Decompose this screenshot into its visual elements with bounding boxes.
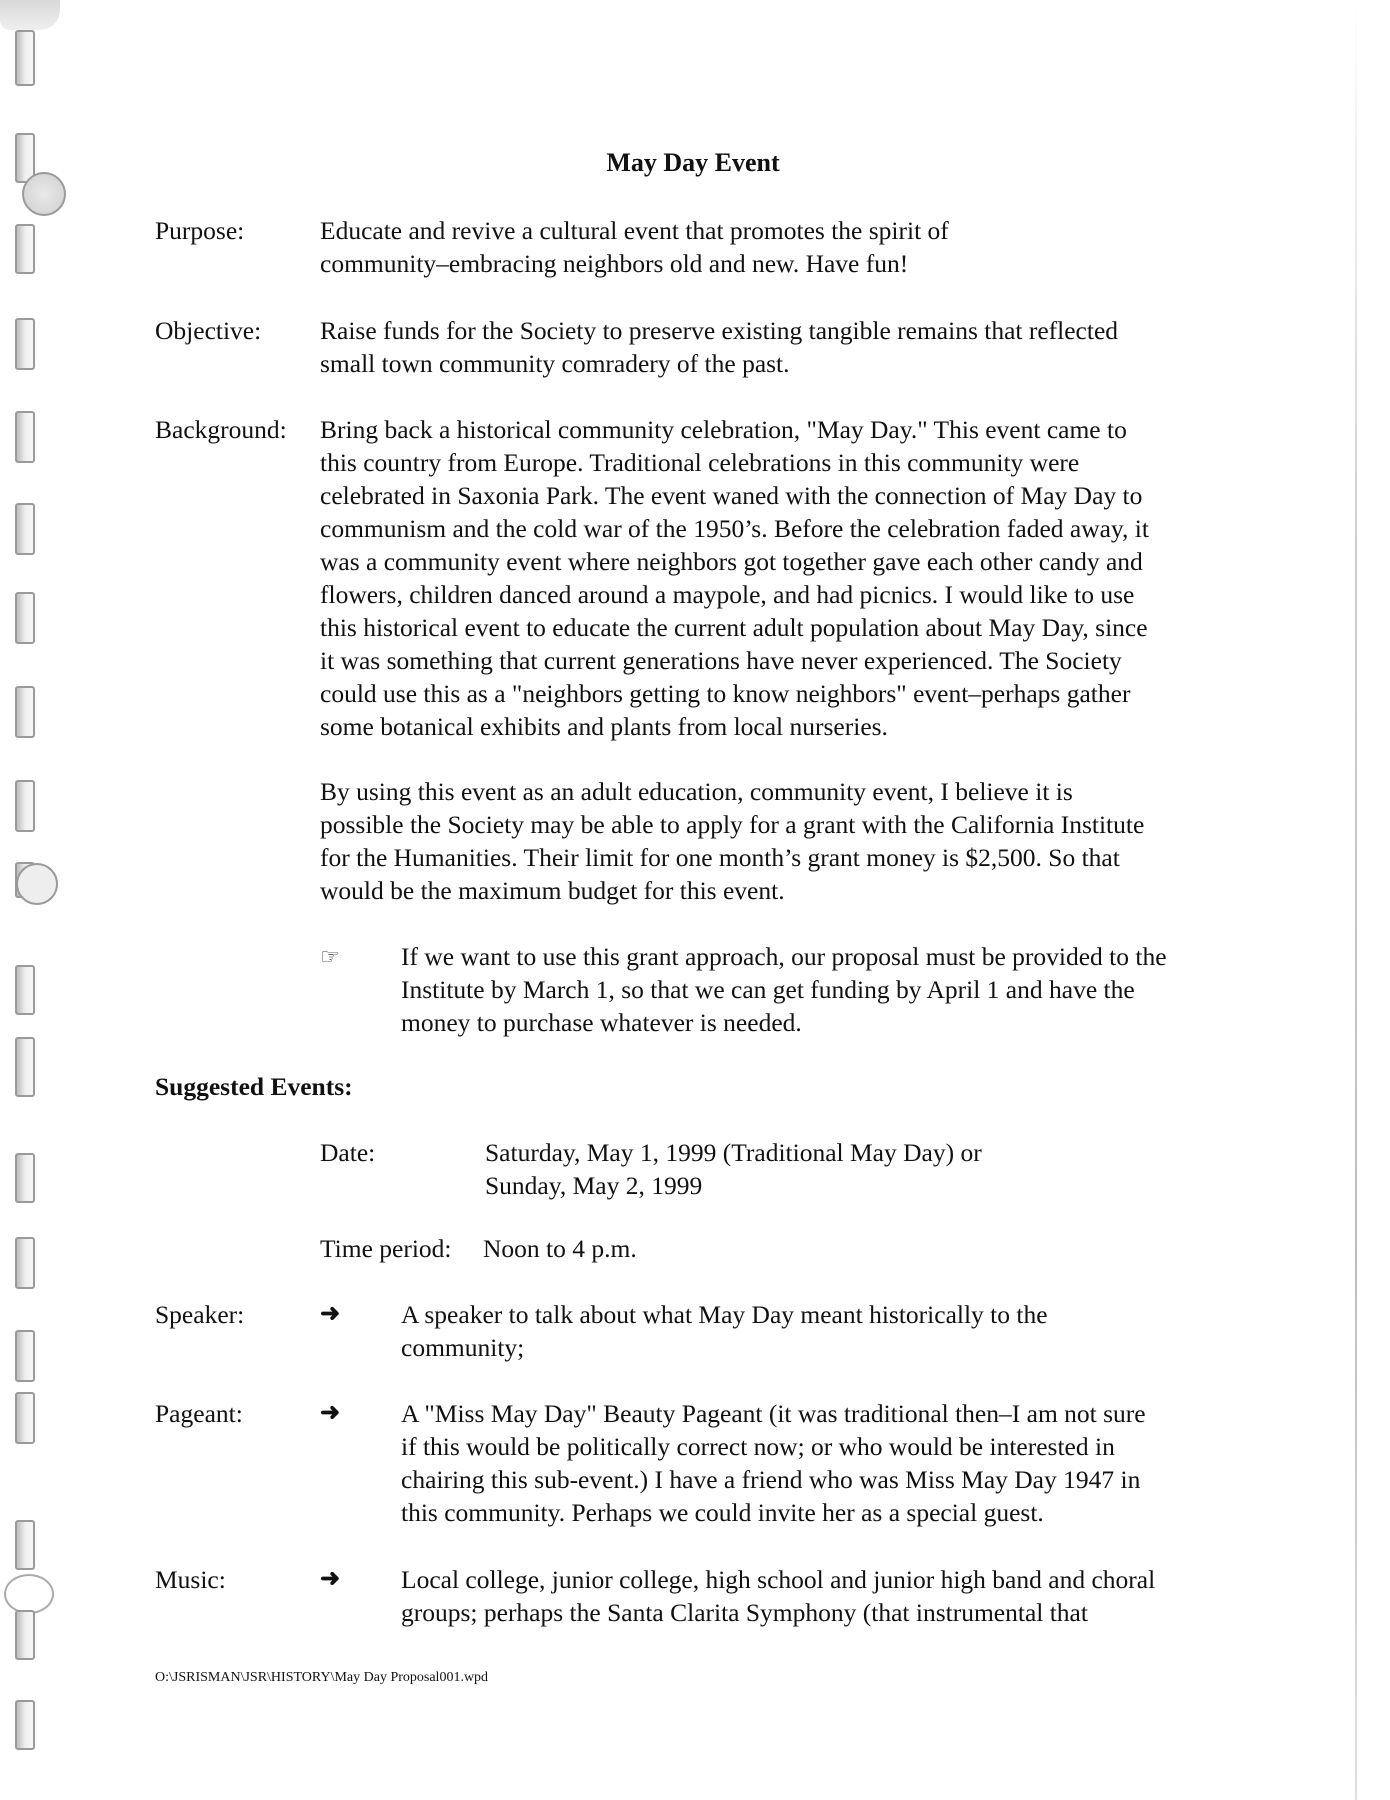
text-line: money to purchase whatever is needed. bbox=[401, 1008, 802, 1037]
objective-text bbox=[320, 314, 1240, 380]
text-line: this historical event to educate the current adult population about May Day, since bbox=[320, 613, 1148, 642]
background-paragraph-2 bbox=[320, 775, 1240, 907]
text-line: Educate and revive a cultural event that promotes the spirit of bbox=[320, 216, 949, 245]
binder-hole-decoration bbox=[15, 1520, 35, 1570]
binder-hole-decoration bbox=[15, 686, 35, 738]
arrow-right-icon: ➜ bbox=[320, 1400, 341, 1426]
binder-hole-decoration bbox=[15, 1037, 35, 1097]
text-line: some botanical exhibits and plants from local nurseries. bbox=[320, 712, 888, 741]
objective-label: Objective: bbox=[155, 316, 262, 345]
binder-hole-decoration bbox=[15, 1610, 35, 1660]
purpose-label: Purpose: bbox=[155, 216, 245, 245]
pageant-text bbox=[401, 1397, 1231, 1529]
background-paragraph-1 bbox=[320, 413, 1240, 743]
binder-hole-decoration bbox=[15, 503, 35, 555]
text-line: groups; perhaps the Santa Clarita Symphony (that instrumental that bbox=[401, 1598, 1088, 1627]
music-label: Music: bbox=[155, 1565, 226, 1594]
date-value bbox=[485, 1136, 1185, 1202]
binder-hole-decoration bbox=[15, 592, 35, 644]
document-title bbox=[0, 148, 1390, 178]
binder-hole-decoration bbox=[15, 1330, 35, 1382]
date-label: Date: bbox=[320, 1138, 376, 1167]
binder-hole-decoration bbox=[22, 172, 66, 216]
music-text bbox=[401, 1563, 1231, 1629]
title-text: May Day Event bbox=[606, 148, 780, 177]
text-line: If we want to use this grant approach, our proposal must be provided to the bbox=[401, 942, 1167, 971]
purpose-text bbox=[320, 214, 1240, 280]
text-line: community–embracing neighbors old and new. Have fun! bbox=[320, 249, 909, 278]
text-line: this country from Europe. Traditional celebrations in this community were bbox=[320, 448, 1080, 477]
text-line: this community. Perhaps we could invite her as a special guest. bbox=[401, 1498, 1044, 1527]
text-line: Local college, junior college, high school and junior high band and choral bbox=[401, 1565, 1156, 1594]
text-line: would be the maximum budget for this event. bbox=[320, 876, 785, 905]
binder-hole-decoration bbox=[15, 1153, 35, 1203]
binder-hole-decoration bbox=[15, 318, 35, 370]
speaker-text bbox=[401, 1298, 1231, 1364]
binder-hole-decoration bbox=[15, 780, 35, 832]
text-line: if this would be politically correct now; or who would be interested in bbox=[401, 1432, 1115, 1461]
binder-hole-decoration bbox=[15, 1237, 35, 1289]
text-line: Bring back a historical community celebration, "May Day." This event came to bbox=[320, 415, 1127, 444]
text-line: Sunday, May 2, 1999 bbox=[485, 1171, 703, 1200]
text-line: By using this event as an adult education, community event, I believe it is bbox=[320, 777, 1073, 806]
binder-hole-decoration bbox=[4, 1574, 54, 1614]
pageant-label: Pageant: bbox=[155, 1399, 243, 1428]
text-line: small town community comradery of the past. bbox=[320, 349, 790, 378]
text-line: it was something that current generations have never experienced. The Society bbox=[320, 646, 1122, 675]
binder-hole-decoration bbox=[15, 965, 35, 1015]
binder-hole-decoration bbox=[0, 0, 60, 30]
binder-hole-decoration bbox=[15, 1700, 35, 1750]
text-line: community; bbox=[401, 1333, 525, 1362]
text-line: flowers, children danced around a maypole, and had picnics. I would like to use bbox=[320, 580, 1135, 609]
suggested-events-heading: Suggested Events: bbox=[155, 1072, 353, 1101]
binder-hole-decoration bbox=[16, 863, 58, 905]
binder-hole-decoration bbox=[15, 224, 35, 274]
page-edge-shadow bbox=[1355, 0, 1357, 1800]
text-line: A "Miss May Day" Beauty Pageant (it was traditional then–I am not sure bbox=[401, 1399, 1146, 1428]
text-line: Raise funds for the Society to preserve existing tangible remains that reflected bbox=[320, 316, 1119, 345]
text-line: chairing this sub-event.) I have a friend who was Miss May Day 1947 in bbox=[401, 1465, 1141, 1494]
grant-note-text bbox=[401, 940, 1231, 1039]
time-period-value: Noon to 4 p.m. bbox=[483, 1234, 637, 1263]
text-line: Institute by March 1, so that we can get funding by April 1 and have the bbox=[401, 975, 1135, 1004]
binder-hole-decoration bbox=[15, 411, 35, 463]
text-line: communism and the cold war of the 1950’s. Before the celebration faded away, it bbox=[320, 514, 1149, 543]
text-line: possible the Society may be able to apply for a grant with the California Institute bbox=[320, 810, 1145, 839]
text-line: for the Humanities. Their limit for one month’s grant money is $2,500. So that bbox=[320, 843, 1120, 872]
arrow-right-icon: ➜ bbox=[320, 1566, 341, 1592]
speaker-label: Speaker: bbox=[155, 1300, 245, 1329]
background-label: Background: bbox=[155, 415, 287, 444]
text-line: could use this as a "neighbors getting to know neighbors" event–perhaps gather bbox=[320, 679, 1131, 708]
binder-hole-decoration bbox=[15, 30, 35, 86]
binder-hole-decoration bbox=[15, 1392, 35, 1444]
text-line: was a community event where neighbors got together gave each other candy and bbox=[320, 547, 1143, 576]
text-line: celebrated in Saxonia Park. The event waned with the connection of May Day to bbox=[320, 481, 1143, 510]
text-line: Saturday, May 1, 1999 (Traditional May Day) or bbox=[485, 1138, 982, 1167]
arrow-right-icon: ➜ bbox=[320, 1301, 341, 1327]
footer-file-path: O:\JSRISMAN\JSR\HISTORY\May Day Proposal001.wpd bbox=[155, 1670, 489, 1685]
time-period-label: Time period: bbox=[320, 1234, 452, 1263]
pointing-hand-icon: ☞ bbox=[320, 944, 340, 969]
text-line: A speaker to talk about what May Day meant historically to the bbox=[401, 1300, 1048, 1329]
